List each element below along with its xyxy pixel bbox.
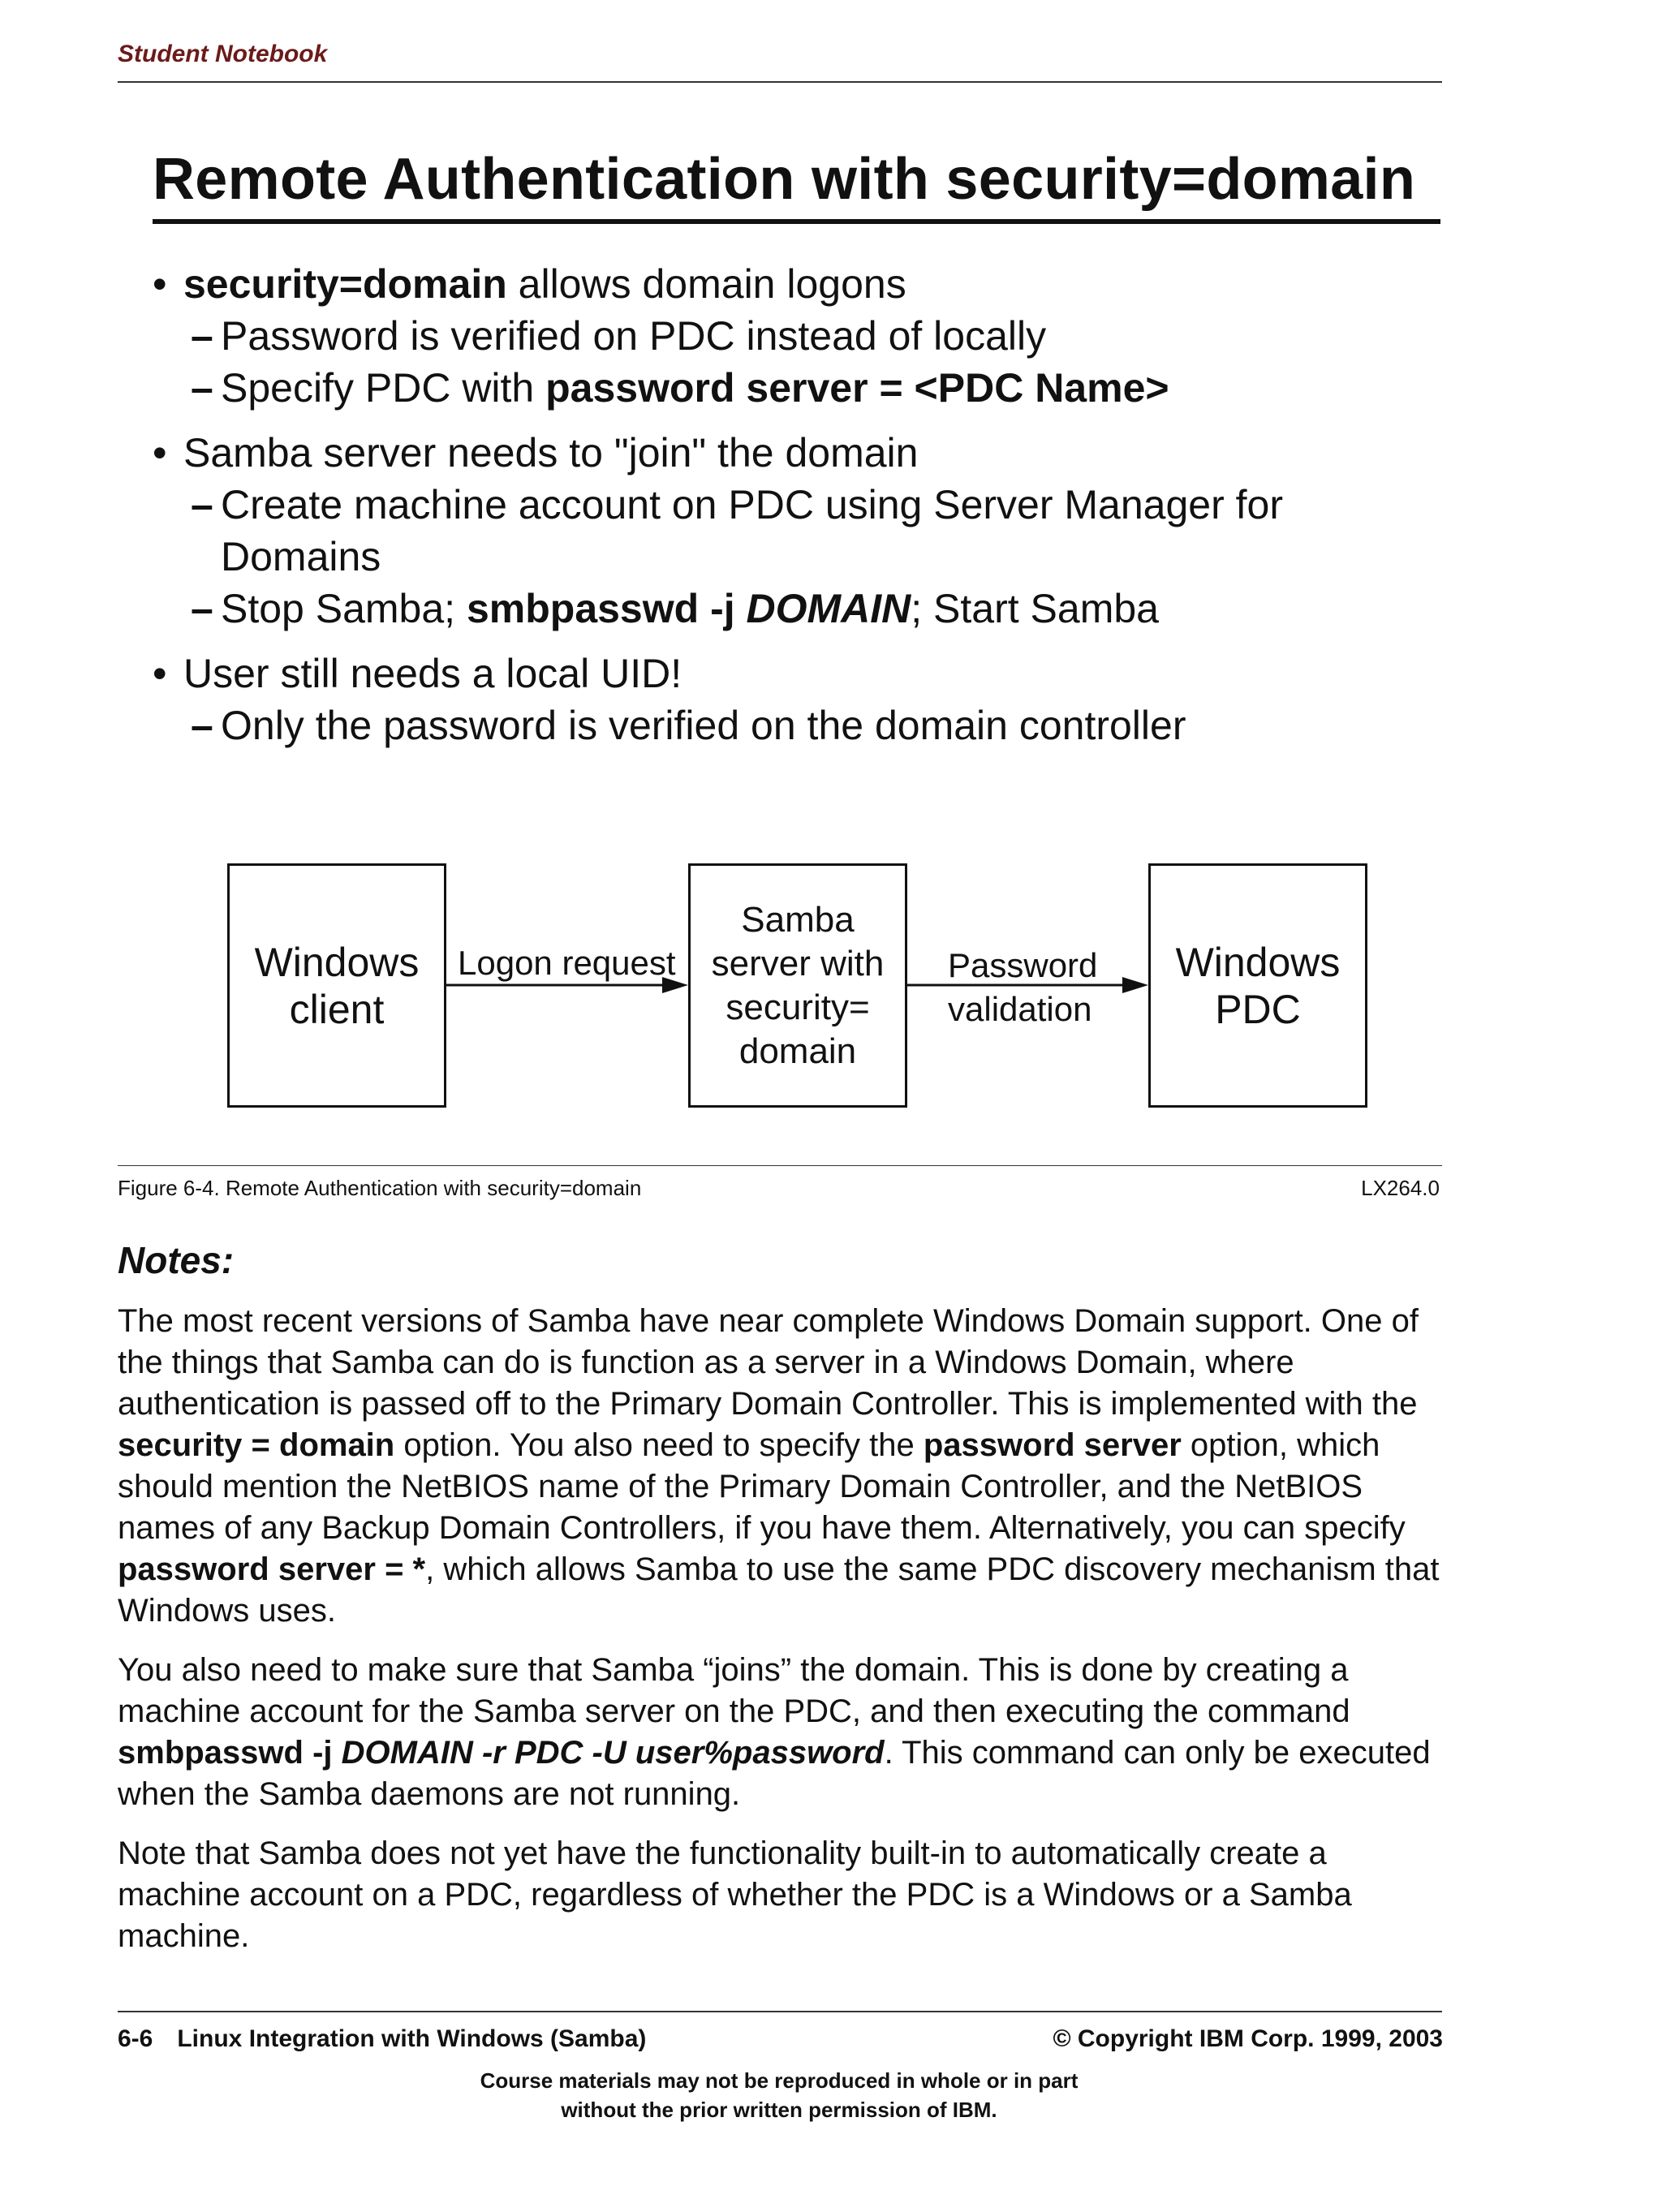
footer-left (118, 2025, 646, 2053)
password-validation-label-2: validation (948, 990, 1092, 1028)
node-label: Windows (254, 939, 420, 985)
notes-paragraph: The most recent versions of Samba have near complete Windows Domain support. One of the things that Samba can do is function as a server in a Windows Domain, where authentication is passed off to the Primary Domain Controller. This is implemented with the security = domain option. You also need to specify the password server option, which should mention the NetBIOS name of the Primary Domain Controller, and the NetBIOS names of any Backup Domain Controllers, if you have them. Alternatively, you can specify password server = *, which allows Samba to use the same PDC discovery mechanism that Windows uses. (118, 1303, 1440, 1629)
page-number: 6-6 (118, 2025, 153, 2052)
legal-notice: Course materials may not be reproduced in whole or in part without the prior written permission of IBM. (480, 2068, 1079, 2122)
dash-icon: – (191, 365, 213, 411)
notes-body (118, 1301, 1449, 1975)
sub-bullet-text: Only the password is verified on the domain controller (221, 703, 1186, 748)
node-label: client (289, 986, 385, 1032)
figure-rule (118, 1165, 1442, 1166)
slide-title: Remote Authentication with security=domain (153, 147, 1416, 212)
sub-bullet-text: Create machine account on PDC using Server Manager for (221, 482, 1283, 527)
bullet-dot-icon: • (153, 261, 167, 307)
dash-icon: – (191, 703, 213, 748)
figure-code: LX264.0 (1361, 1176, 1440, 1200)
sub-bullet-text: Specify PDC with (221, 365, 546, 411)
node-label: Samba (741, 899, 855, 940)
notes-heading: Notes: (118, 1239, 235, 1281)
dash-icon: – (191, 313, 213, 359)
bullet-keyword: security=domain (183, 261, 507, 307)
bullet-text: Samba server needs to "join" the domain (183, 430, 919, 476)
logon-request-label: Logon request (458, 944, 676, 982)
node-label: PDC (1215, 986, 1301, 1032)
bullet-text: User still needs a local UID! (183, 651, 682, 696)
footer-rule (118, 2011, 1442, 2012)
course-title: Linux Integration with Windows (Samba) (177, 2025, 647, 2052)
running-header: Student Notebook (118, 41, 328, 67)
sub-bullet-text-cont: Domains (221, 534, 381, 579)
bullet-text: allows domain logons (506, 261, 906, 307)
sub-bullet-text: Password is verified on PDC instead of locally (221, 313, 1047, 359)
password-validation-label: Password (948, 946, 1098, 984)
node-label: server with (711, 943, 885, 983)
figure-caption: Figure 6-4. Remote Authentication with security=domain (118, 1176, 642, 1200)
bullet-dot-icon: • (153, 430, 167, 476)
notes-paragraph: You also need to make sure that Samba “joins” the domain. This is done by creating a machine account for the Samba server on the PDC, and then executing the command smbpasswd -j DOMAIN -r PDC -U user%password. This command can only be executed when the Samba daemons are not running. (118, 1652, 1431, 1812)
bullet-dot-icon: • (153, 651, 167, 696)
node-label: Windows (1175, 939, 1341, 985)
node-label: domain (738, 1031, 857, 1071)
command-text: smbpasswd -j (466, 586, 747, 631)
dash-icon: – (191, 482, 213, 527)
copyright: © Copyright IBM Corp. 1999, 2003 (1053, 2025, 1443, 2052)
sub-bullet-text: Stop Samba; (221, 586, 467, 631)
dash-icon: – (191, 586, 213, 631)
sub-bullet-keyword: password server = <PDC Name> (545, 365, 1169, 411)
sub-bullet-text-end: ; Start Samba (911, 586, 1159, 631)
command-argument: DOMAIN (746, 586, 911, 631)
notes-paragraph: Note that Samba does not yet have the functionality built-in to automatically create a machine account on a PDC, regardless of whether the PDC is a Windows or a Samba machine. (118, 1835, 1352, 1954)
node-label: security= (726, 987, 870, 1027)
